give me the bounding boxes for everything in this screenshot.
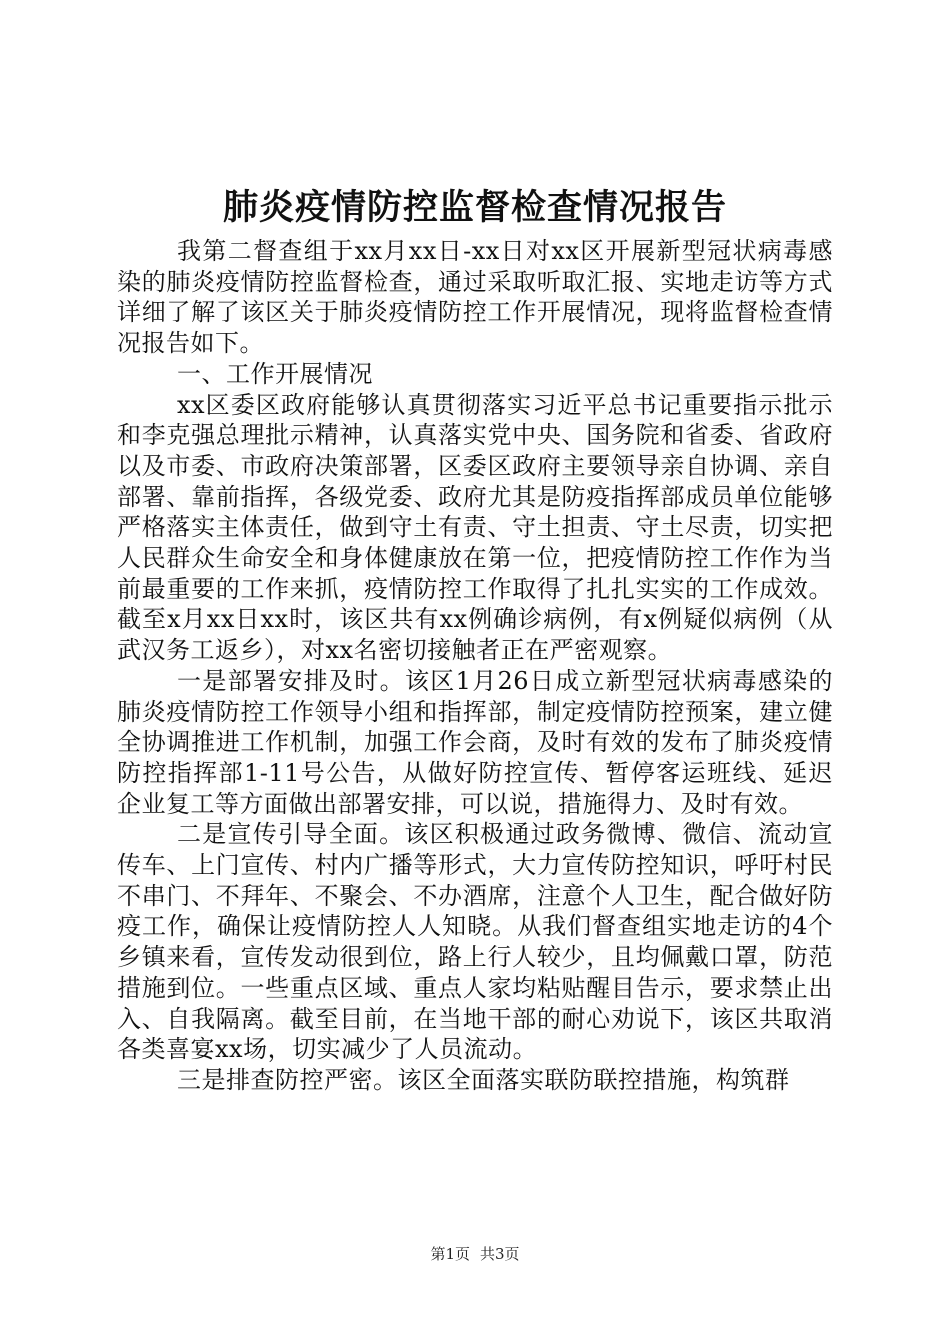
paragraph-point-one: 一是部署安排及时。该区1月26日成立新型冠状病毒感染的肺炎疫情防控工作领导小组和指挥部，制定疫情防控预案，建立健全协调推进工作机制，加强工作会商，及时有效的发布了肺炎疫情防控指挥部1-11号公告，从做好防控宣传、暂停客运班线、延迟企业复工等方面做出部署安排，可以说，措施得力、及时有效。 <box>117 666 833 818</box>
paragraph-point-three: 三是排查防控严密。该区全面落实联防联控措施，构筑群 <box>177 1065 790 1094</box>
page-total: 共3页 <box>480 1245 520 1263</box>
section-heading-work-status: 一、工作开展情况 <box>177 359 373 388</box>
page-footer <box>0 1244 950 1264</box>
document-title: 肺炎疫情防控监督检查情况报告 <box>222 187 727 228</box>
page-number: 第1页 <box>430 1245 470 1263</box>
paragraph-intro: 我第二督查组于xx月xx日-xx日对xx区开展新型冠状病毒感染的肺炎疫情防控监督检查，通过采取听取汇报、实地走访等方式详细了解了该区关于肺炎疫情防控工作开展情况，现将监督检查情况报告如下。 <box>117 237 833 358</box>
document-body <box>117 236 833 1096</box>
paragraph-overview: xx区委区政府能够认真贯彻落实习近平总书记重要指示批示和李克强总理批示精神，认真落实党中央、国务院和省委、省政府以及市委、市政府决策部署，区委区政府主要领导亲自协调、亲自部署、靠前指挥，各级党委、政府尤其是防疫指挥部成员单位能够严格落实主体责任，做到守土有责、守土担责、守土尽责，切实把人民群众生命安全和身体健康放在第一位，把疫情防控工作作为当前最重要的工作来抓，疫情防控工作取得了扎扎实实的工作成效。截至x月xx日xx时，该区共有xx例确诊病例，有x例疑似病例（从武汉务工返乡），对xx名密切接触者正在严密观察。 <box>117 390 833 665</box>
paragraph-point-two: 二是宣传引导全面。该区积极通过政务微博、微信、流动宣传车、上门宣传、村内广播等形式，大力宣传防控知识，呼吁村民不串门、不拜年、不聚会、不办酒席，注意个人卫生，配合做好防疫工作，确保让疫情防控人人知晓。从我们督查组实地走访的4个乡镇来看，宣传发动很到位，路上行人较少，且均佩戴口罩，防范措施到位。一些重点区域、重点人家均粘贴醒目告示，要求禁止出入、自我隔离。截至目前，在当地干部的耐心劝说下，该区共取消各类喜宴xx场，切实减少了人员流动。 <box>117 820 833 1064</box>
